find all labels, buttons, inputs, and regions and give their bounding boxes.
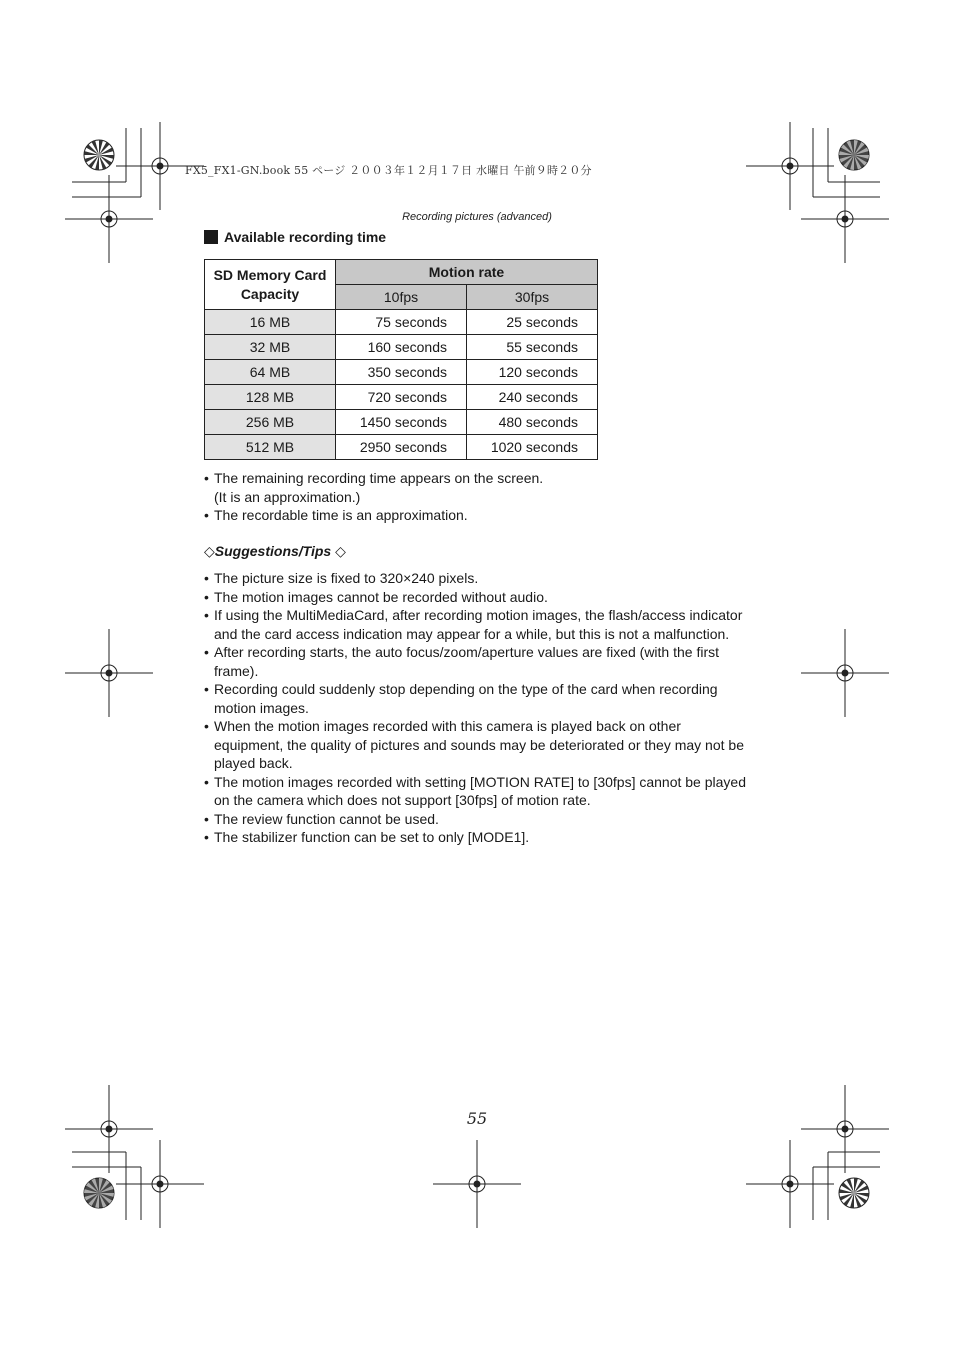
notes-list: [204, 469, 764, 525]
crosshair-icon: [746, 1140, 834, 1228]
crosshair-icon: [65, 1085, 153, 1173]
table-row: [205, 410, 598, 435]
capacity-cell: 64 MB: [205, 360, 336, 385]
table-row: [205, 335, 598, 360]
crosshair-icon: [116, 1140, 204, 1228]
crosshair-icon: [801, 1085, 889, 1173]
fps10-cell: 160 seconds: [336, 335, 467, 360]
fps10-cell: 1450 seconds: [336, 410, 467, 435]
square-bullet-icon: [204, 230, 218, 244]
section-title-text: Available recording time: [224, 229, 387, 245]
tips-heading: [204, 543, 346, 560]
fps10-cell: 720 seconds: [336, 385, 467, 410]
crosshair-icon: [433, 1140, 521, 1228]
section-title: [204, 229, 386, 245]
fps10-cell: 2950 seconds: [336, 435, 467, 460]
capacity-cell: 16 MB: [205, 310, 336, 335]
table-row: [205, 385, 598, 410]
fps30-cell: 480 seconds: [467, 410, 598, 435]
capacity-header: SD Memory Card Capacity: [205, 260, 336, 310]
list-item: • When the motion images recorded with this camera is played back on other equipment, the quality of pictures and sounds may be deteriorated or they may not be played back.: [204, 717, 752, 773]
list-item: • After recording starts, the auto focus/zoom/aperture values are fixed (with the first frame).: [204, 643, 752, 680]
crosshair-icon: [65, 629, 153, 717]
fps10-cell: 75 seconds: [336, 310, 467, 335]
fps10-cell: 350 seconds: [336, 360, 467, 385]
table-row: [205, 435, 598, 460]
fps30-cell: 1020 seconds: [467, 435, 598, 460]
fps10-header: 10fps: [336, 285, 467, 310]
list-item: • The motion images recorded with setting [MOTION RATE] to [30fps] cannot be played on the camera which does not support [30fps] of motion rate.: [204, 773, 752, 810]
running-head: Recording pictures (advanced): [402, 211, 552, 223]
tips-list: [204, 569, 752, 847]
crosshair-icon: [801, 629, 889, 717]
fps30-cell: 25 seconds: [467, 310, 598, 335]
list-item: • The stabilizer function can be set to only [MODE1].: [204, 828, 752, 847]
list-item: • The recordable time is an approximation.: [204, 506, 764, 525]
capacity-cell: 256 MB: [205, 410, 336, 435]
list-item: • If using the MultiMediaCard, after recording motion images, the flash/access indicator and the card access indication may appear for a while, but this is not a malfunction.: [204, 606, 752, 643]
list-item: • The remaining recording time appears on the screen. (It is an approximation.): [204, 469, 764, 506]
fps30-header: 30fps: [467, 285, 598, 310]
tips-heading-text: Suggestions/Tips: [214, 543, 332, 559]
table-row: [205, 310, 598, 335]
capacity-cell: 32 MB: [205, 335, 336, 360]
list-item: • The picture size is fixed to 320×240 pixels.: [204, 569, 752, 588]
print-header: FX5_FX1-GN.book 55 ページ ２００３年１２月１７日 水曜日 午前９時２０分: [185, 164, 592, 177]
list-item: • Recording could suddenly stop depending on the type of the card when recording motion images.: [204, 680, 752, 717]
list-item: • The motion images cannot be recorded without audio.: [204, 588, 752, 607]
list-item: • The review function cannot be used.: [204, 810, 752, 829]
fps30-cell: 240 seconds: [467, 385, 598, 410]
recording-time-table: [204, 259, 598, 460]
registration-circle-icon: [84, 140, 114, 170]
page-number: 55: [466, 1109, 488, 1128]
diamond-icon: ◇: [204, 543, 215, 559]
registration-circle-icon: [839, 140, 869, 170]
table-row: [205, 360, 598, 385]
registration-circle-icon: [839, 1178, 869, 1208]
registration-circle-icon: [84, 1178, 114, 1208]
motion-rate-header: Motion rate: [336, 260, 598, 285]
fps30-cell: 55 seconds: [467, 335, 598, 360]
capacity-cell: 512 MB: [205, 435, 336, 460]
diamond-icon: ◇: [335, 543, 346, 559]
capacity-cell: 128 MB: [205, 385, 336, 410]
fps30-cell: 120 seconds: [467, 360, 598, 385]
